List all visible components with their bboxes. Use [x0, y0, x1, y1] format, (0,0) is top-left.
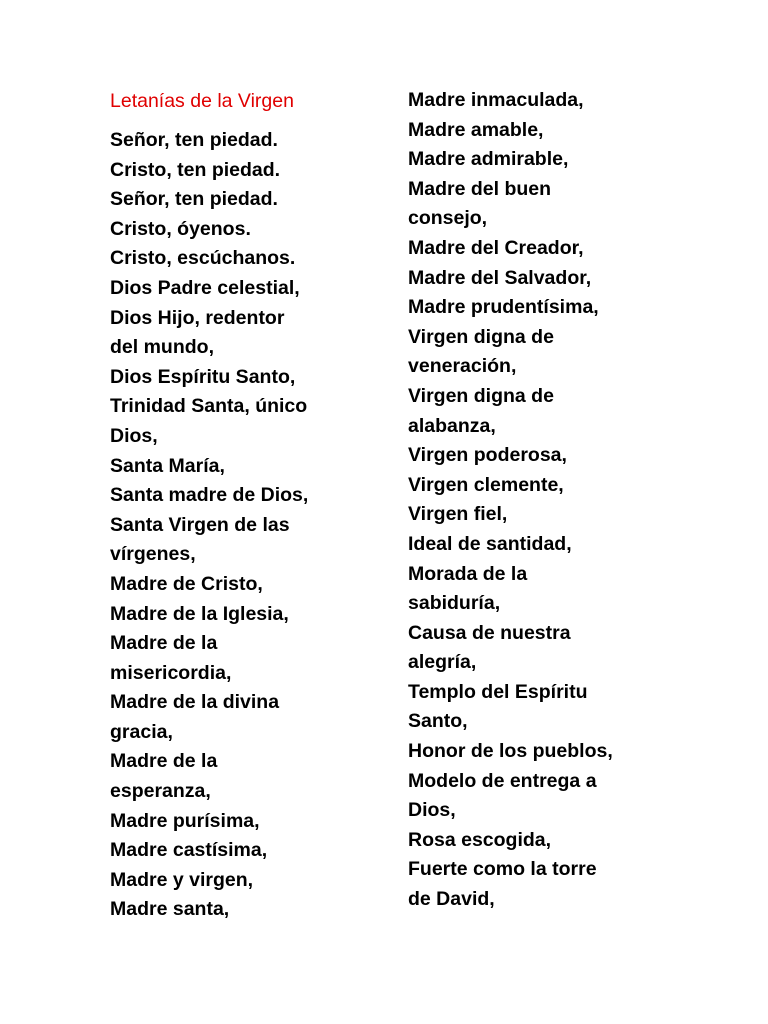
litany-line: consejo,: [408, 207, 488, 230]
litany-line: Dios Hijo, redentor: [110, 306, 285, 329]
litany-line: Madre prudentísima,: [408, 296, 599, 319]
litany-line: Cristo, óyenos.: [110, 217, 251, 240]
litany-line: Señor, ten piedad.: [110, 188, 278, 211]
litany-line: Honor de los pueblos,: [408, 740, 613, 763]
litany-line: vírgenes,: [110, 543, 196, 566]
litany-line: Madre castísima,: [110, 839, 268, 862]
document-title: Letanías de la Virgen: [110, 90, 294, 112]
litany-line: Dios,: [110, 424, 158, 447]
litany-line: Madre purísima,: [110, 809, 260, 832]
litany-line: Trinidad Santa, único: [110, 395, 308, 418]
litany-line: Madre de la: [110, 632, 218, 655]
litany-line: misericordia,: [110, 661, 232, 684]
litany-line: Dios Padre celestial,: [110, 276, 300, 299]
litany-line: Madre y virgen,: [110, 868, 254, 891]
litany-line: sabiduría,: [408, 592, 501, 615]
litany-line: Cristo, escúchanos.: [110, 247, 296, 270]
litany-line: Madre del buen: [408, 177, 552, 200]
litany-line: Santa María,: [110, 454, 225, 477]
litany-line: Madre admirable,: [408, 148, 569, 171]
litany-line: esperanza,: [110, 780, 211, 803]
litany-line: del mundo,: [110, 336, 214, 359]
litany-line: Dios,: [408, 799, 456, 822]
litany-line: Madre de la: [110, 750, 218, 773]
litany-line: Virgen clemente,: [408, 473, 564, 496]
litany-line: Virgen digna de: [408, 384, 554, 407]
litany-line: Cristo, ten piedad.: [110, 158, 281, 181]
litany-line: Madre de la Iglesia,: [110, 602, 289, 625]
litany-line: Madre del Creador,: [408, 236, 584, 259]
litany-line: Madre inmaculada,: [408, 89, 584, 111]
litany-line: Madre del Salvador,: [408, 266, 592, 289]
litany-line: Virgen fiel,: [408, 503, 508, 526]
litany-line: veneración,: [408, 355, 517, 378]
litany-line: Madre santa,: [110, 898, 230, 921]
litany-line: Madre de Cristo,: [110, 572, 263, 595]
litany-line: Dios Espíritu Santo,: [110, 365, 296, 388]
litany-line: de David,: [408, 888, 495, 911]
litany-line: Fuerte como la torre: [408, 858, 597, 881]
litany-line: Rosa escogida,: [408, 828, 552, 851]
right-column: [408, 86, 708, 915]
litany-line: Madre de la divina: [110, 691, 280, 714]
litany-line: Santa madre de Dios,: [110, 484, 309, 507]
litany-line: Virgen digna de: [408, 325, 554, 348]
left-column: [110, 126, 380, 925]
litany-line: Ideal de santidad,: [408, 532, 572, 555]
litany-line: Causa de nuestra: [408, 621, 571, 644]
litany-line: Templo del Espíritu: [408, 680, 588, 703]
litany-line: Santo,: [408, 710, 468, 733]
litany-line: Madre amable,: [408, 118, 544, 141]
litany-line: alabanza,: [408, 414, 496, 437]
litany-line: Señor, ten piedad.: [110, 129, 278, 151]
litany-line: Santa Virgen de las: [110, 513, 290, 536]
litany-line: Virgen poderosa,: [408, 444, 567, 467]
litany-line: alegría,: [408, 651, 477, 674]
litany-line: Morada de la: [408, 562, 528, 585]
litany-line: gracia,: [110, 720, 173, 743]
litany-line: Modelo de entrega a: [408, 769, 597, 792]
